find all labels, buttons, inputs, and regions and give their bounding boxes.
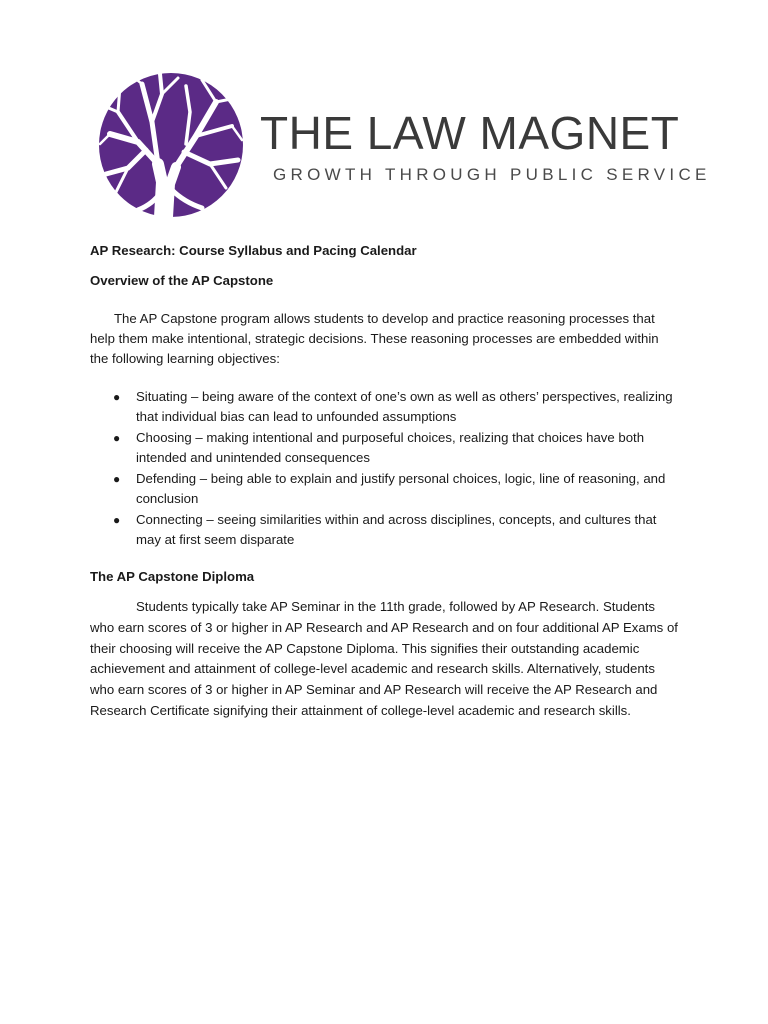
brand-tagline: GROWTH THROUGH PUBLIC SERVICE xyxy=(273,165,711,184)
bullet-icon: ● xyxy=(113,472,121,486)
diploma-heading: The AP Capstone Diploma xyxy=(90,569,255,584)
list-item-text: Situating – being aware of the context of one’s own as well as others’ perspectives, realizing that individual bias can lead to unfounded assumptions xyxy=(136,389,673,424)
list-item xyxy=(90,387,680,427)
document-body xyxy=(90,240,680,722)
list-item-text: Choosing – making intentional and purposeful choices, realizing that choices have both intended and unintended consequences xyxy=(136,430,645,465)
bullet-icon: ● xyxy=(113,390,121,404)
list-item xyxy=(90,469,680,509)
list-item xyxy=(90,428,680,468)
learning-objectives-list xyxy=(90,387,680,550)
bullet-icon: ● xyxy=(113,431,121,445)
list-item xyxy=(90,510,680,550)
diploma-paragraph: Students typically take AP Seminar in the 11th grade, followed by AP Research. Students who earn scores of 3 or higher in AP Research and AP Research and on four additional AP Exams of their choosing will receive the AP Capstone Diploma. This signifies their outstanding academic achievement and attainment of college-level academic and research skills. Alternatively, students who earn scores of 3 or higher in AP Seminar and AP Research will receive the AP Research and Research Certificate signifying their attainment of college-level academic and research skills. xyxy=(90,599,678,718)
list-item-text: Connecting – seeing similarities within and across disciplines, concepts, and cultures that may at first seem disparate xyxy=(136,512,657,547)
letterhead xyxy=(98,70,711,220)
brand-title: THE LAW MAGNET xyxy=(260,107,680,159)
overview-paragraph: The AP Capstone program allows students to develop and practice reasoning processes that help them make intentional, strategic decisions. These reasoning processes are embedded within the following learning objectives: xyxy=(90,311,659,366)
bullet-icon: ● xyxy=(113,513,121,527)
tree-logo-icon xyxy=(98,72,244,218)
overview-heading: Overview of the AP Capstone xyxy=(90,273,274,288)
list-item-text: Defending – being able to explain and justify personal choices, logic, line of reasoning, and conclusion xyxy=(136,471,666,506)
document-title: AP Research: Course Syllabus and Pacing Calendar xyxy=(90,243,417,258)
